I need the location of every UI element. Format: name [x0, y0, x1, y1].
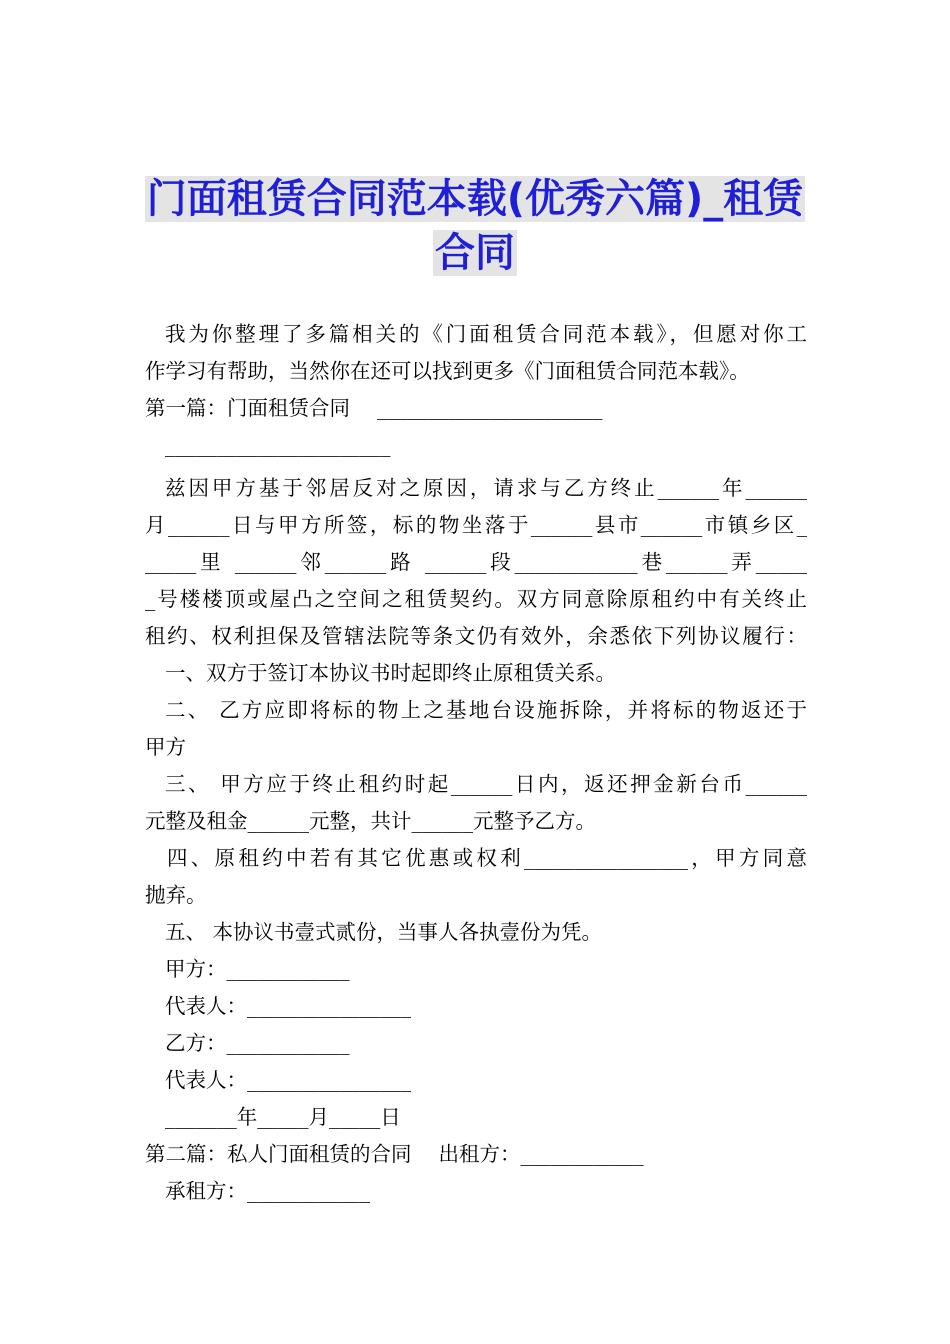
part1-para-line-3: _____里 ______邻______路 ______段____________巷______弄_____	[145, 550, 807, 574]
part1-para-line-2: 月______日与甲方所签，标的物坐落于______县市______市镇乡区_	[145, 513, 807, 537]
title-line-2: 合同	[435, 230, 515, 276]
clause-2-line-1: 二、 乙方应即将标的物上之基地台设施拆除，并将标的物返还于	[165, 698, 807, 722]
party-a-signature: 甲方：____________	[165, 957, 350, 981]
clause-5: 五、 本协议书壹式贰份，当事人各执壹份为凭。	[165, 920, 603, 944]
part1-para-line-4: _号楼楼顶或屋凸之空间之租赁契约。双方同意除原租约中有关终止	[145, 587, 807, 611]
part1-heading-underline: ______________________	[165, 433, 391, 457]
part1-para-line-1: 兹因甲方基于邻居反对之原因，请求与乙方终止______年______	[165, 476, 807, 500]
intro-line-2: 作学习有帮助，当然你在还可以找到更多《门面租赁合同范本载》。	[145, 359, 750, 383]
clause-4-line-1: 四、原租约中若有其它优惠或权利________________，甲方同意	[167, 846, 807, 870]
part1-para-line-5: 租约、权利担保及管辖法院等条文仍有效外，余悉依下列协议履行：	[145, 624, 807, 648]
part2-heading: 第二篇：私人门面租赁的合同 出租方：____________	[145, 1142, 644, 1166]
party-a-representative: 代表人：________________	[165, 994, 411, 1018]
document-body	[145, 316, 807, 1210]
title-line-1: 门面租赁合同范本载(优秀六篇)_租赁	[146, 176, 804, 222]
clause-1: 一、双方于签订本协议书时起即终止原租赁关系。	[165, 661, 616, 685]
tenant-signature: 承租方：____________	[165, 1179, 370, 1203]
document-title	[120, 172, 830, 280]
clause-3-line-2: 元整及租金______元整，共计______元整予乙方。	[145, 809, 596, 833]
party-b-signature: 乙方：____________	[165, 1031, 350, 1055]
part1-heading: 第一篇：门面租赁合同 ______________________	[145, 396, 603, 420]
intro-line-1: 我为你整理了多篇相关的《门面租赁合同范本载》，但愿对你工	[165, 322, 807, 346]
party-b-representative: 代表人：________________	[165, 1068, 411, 1092]
clause-3-line-1: 三、 甲方应于终止租约时起______日内，返还押金新台币______	[165, 772, 807, 796]
signing-date: _______年_____月_____日	[165, 1105, 401, 1129]
clause-4-line-2: 抛弃。	[145, 883, 207, 907]
clause-2-line-2: 甲方	[145, 735, 186, 759]
